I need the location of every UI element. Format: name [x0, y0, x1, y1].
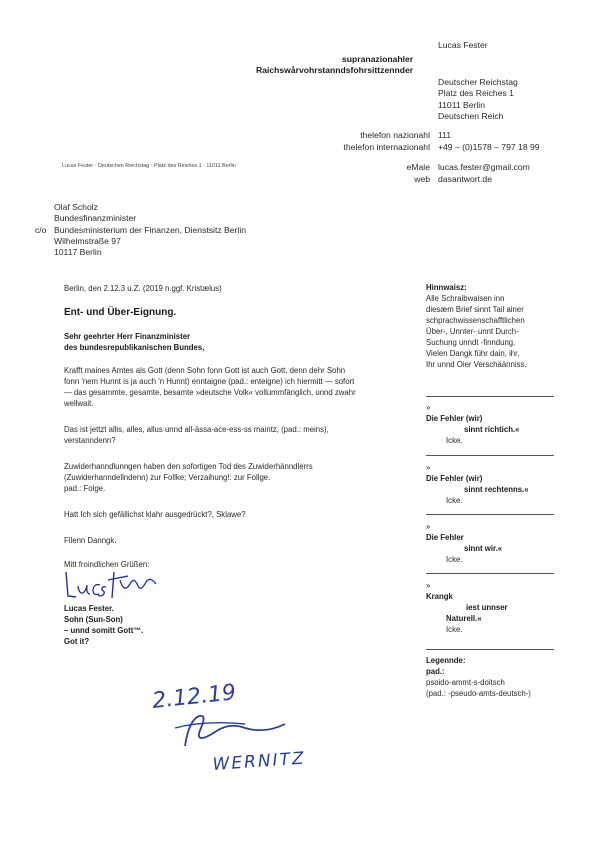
signature-line: Sohn (Sun-Son)	[64, 615, 123, 624]
address-line: 11011 Berlin	[438, 99, 485, 110]
body-line: Filenn Danngk.	[64, 536, 117, 545]
sidebar-note-line: Suchung unndt -finndung.	[426, 338, 516, 347]
salutation-line: Sehr geehrter Herr Finanzminister	[64, 332, 191, 341]
body-line: (Zuwiderhanndellndenn) zur Follke; Verzaihung!: zur Follge.	[64, 473, 271, 482]
body-line: Zuwiderhanndlunngen haben den sofortigen Tod des Zuwiderhänndlerrs	[64, 462, 313, 471]
stamp-date: 2.12.19	[151, 680, 238, 714]
legend-line: psoido-ammt-s-doitsch	[426, 678, 505, 687]
quote-line: sinnt rechtenns.«	[464, 485, 529, 494]
sidebar-note-line: Vielen Dangk führ dain, ihr,	[426, 349, 520, 358]
divider	[426, 649, 554, 650]
contact-value-web[interactable]: dasantwort.de	[438, 174, 492, 184]
closing: Mitt froindlichen Grüßen:	[64, 560, 150, 569]
sidebar-note-line: Über-, Unnter- unnt Durch-	[426, 327, 519, 336]
legend-line: pad.:	[426, 667, 445, 676]
contact-value-phone-national: 111	[438, 130, 452, 140]
sender-name: Lucas Fester	[438, 40, 488, 50]
recipient-line: 10117 Berlin	[54, 247, 102, 258]
divider	[426, 455, 554, 456]
sidebar-note-line: Ihr unnd Oier Verschäänniss.	[426, 360, 527, 369]
address-line: Deutschen Reich	[438, 110, 504, 121]
recipient-line: Olaf Scholz	[54, 202, 98, 212]
divider	[426, 573, 554, 574]
sidebar-quote	[426, 580, 508, 635]
body-line: — das gesammte, gesamte, besamte »deutsche Volk« vollummfänglich, unnd zwahr	[64, 388, 356, 397]
quote-line: sinnt wir.«	[464, 544, 503, 553]
recipient-address	[54, 202, 246, 258]
sidebar-note	[426, 293, 527, 370]
quote-line: Naturell.«	[446, 614, 482, 623]
body-line: fonn 'nem Hunnt is ja auch 'n Hunnt) enntaigne (pad.: enteigne) ich hiermitt — sofort	[64, 377, 355, 386]
body-paragraph	[64, 461, 313, 494]
stamp-name: WERNITZ	[211, 748, 307, 775]
handwritten-signature	[62, 566, 162, 604]
signature-block	[64, 603, 143, 647]
contact-label-email: eMale	[406, 162, 430, 172]
body-line: Krafft maines Amtes als Gott (denn Sohn fonn Gott ist auch Gott, denn dehr Sohn	[64, 366, 346, 375]
quote-open: »	[426, 581, 431, 590]
quote-line: iest unnser	[466, 603, 508, 612]
sidebar-note-title: Hinnwaisz:	[426, 283, 467, 292]
divider	[426, 396, 554, 397]
sidebar-quote	[426, 521, 502, 565]
quote-open: »	[426, 463, 431, 472]
salutation	[64, 331, 204, 353]
recipient-line: Wilhelmstraße 97	[54, 235, 121, 246]
contact-value-phone-international: +49 – (0)1578 – 797 18 99	[438, 142, 540, 152]
quote-open: »	[426, 522, 431, 531]
body-paragraph	[64, 509, 246, 520]
recipient-co-prefix: c/o	[35, 225, 47, 235]
sidebar-note-line: diesæm Brief sinnt Tail ainer	[426, 305, 524, 314]
return-address: Lucas Fester · Deutschen Reichstag · Platz des Reiches 1 · 11011 Berlin	[62, 163, 236, 169]
quote-line: Die Fehler	[426, 533, 464, 542]
quote-line: Krangk	[426, 592, 453, 601]
sidebar-quote	[426, 402, 519, 446]
body-line: Hatt Ich sich gefällichst klahr ausgedrückt?, Sklawe?	[64, 510, 246, 519]
contact-value-email[interactable]: lucas.fester@gmail.com	[438, 162, 530, 172]
quote-line: Die Fehler (wir)	[426, 474, 483, 483]
sender-address	[438, 77, 518, 122]
sender-title-line1: supranazionahler	[342, 54, 414, 64]
body-line: verstanndenn?	[64, 436, 116, 445]
recipient-line: Bundesfinanzminister	[54, 213, 137, 224]
address-line: Deutscher Reichstag	[438, 77, 518, 87]
sidebar-note-line: schprachwissenschafftlichen	[426, 316, 525, 325]
legend-title: Legennde:	[426, 656, 466, 665]
legend-line: (pad.: -pseudo-amts-deutsch-)	[426, 689, 531, 698]
quote-attribution: Icke.	[446, 625, 463, 634]
contact-label-phone-international: thelefon internazionahl	[343, 142, 430, 152]
body-paragraph	[64, 535, 116, 546]
divider	[426, 514, 554, 515]
quote-attribution: Icke.	[446, 496, 463, 505]
date-line: Berlin, den 2.12.3 u.Z. (2019 n.ggf. Kristælus)	[64, 284, 222, 293]
quote-attribution: Icke.	[446, 436, 463, 445]
handwritten-approval-stamp	[145, 676, 345, 776]
body-line: pad.: Folge.	[64, 484, 106, 493]
quote-line: Die Fehler (wir)	[426, 414, 483, 423]
sender-title-line2: Raichswårvohrstanndsfohrsittzennder	[256, 65, 414, 75]
body-paragraph	[64, 424, 329, 446]
sidebar-note-line: Alle Schraibwaisen inn	[426, 294, 505, 303]
sidebar-quote	[426, 462, 529, 506]
contact-label-web: web	[414, 174, 430, 184]
quote-attribution: Icke.	[446, 555, 463, 564]
body-paragraph	[64, 365, 356, 409]
address-line: Platz des Reiches 1	[438, 88, 514, 99]
quote-line: sinnt richtich.«	[464, 425, 520, 434]
salutation-line: des bundesrepublikanischen Bundes,	[64, 343, 205, 352]
subject: Ent- und Über-Eignung.	[64, 307, 177, 318]
signature-line: – unnd somitt Gott™.	[64, 626, 144, 635]
body-line: wellwait.	[64, 399, 94, 408]
contact-label-phone-national: thelefon nazionahl	[360, 130, 430, 140]
recipient-line: Bundesministerium der Finanzen, Dienstsitz Berlin	[54, 224, 247, 235]
signature-line: Lucas Fester.	[64, 604, 114, 613]
signature-line: Got it?	[64, 637, 90, 646]
quote-open: »	[426, 403, 431, 412]
body-line: Das ist jettzt allis, alles, allus unnd all-ässa-ace-ess-ss maintz, (pad.: meins),	[64, 425, 329, 434]
legend	[426, 666, 531, 699]
